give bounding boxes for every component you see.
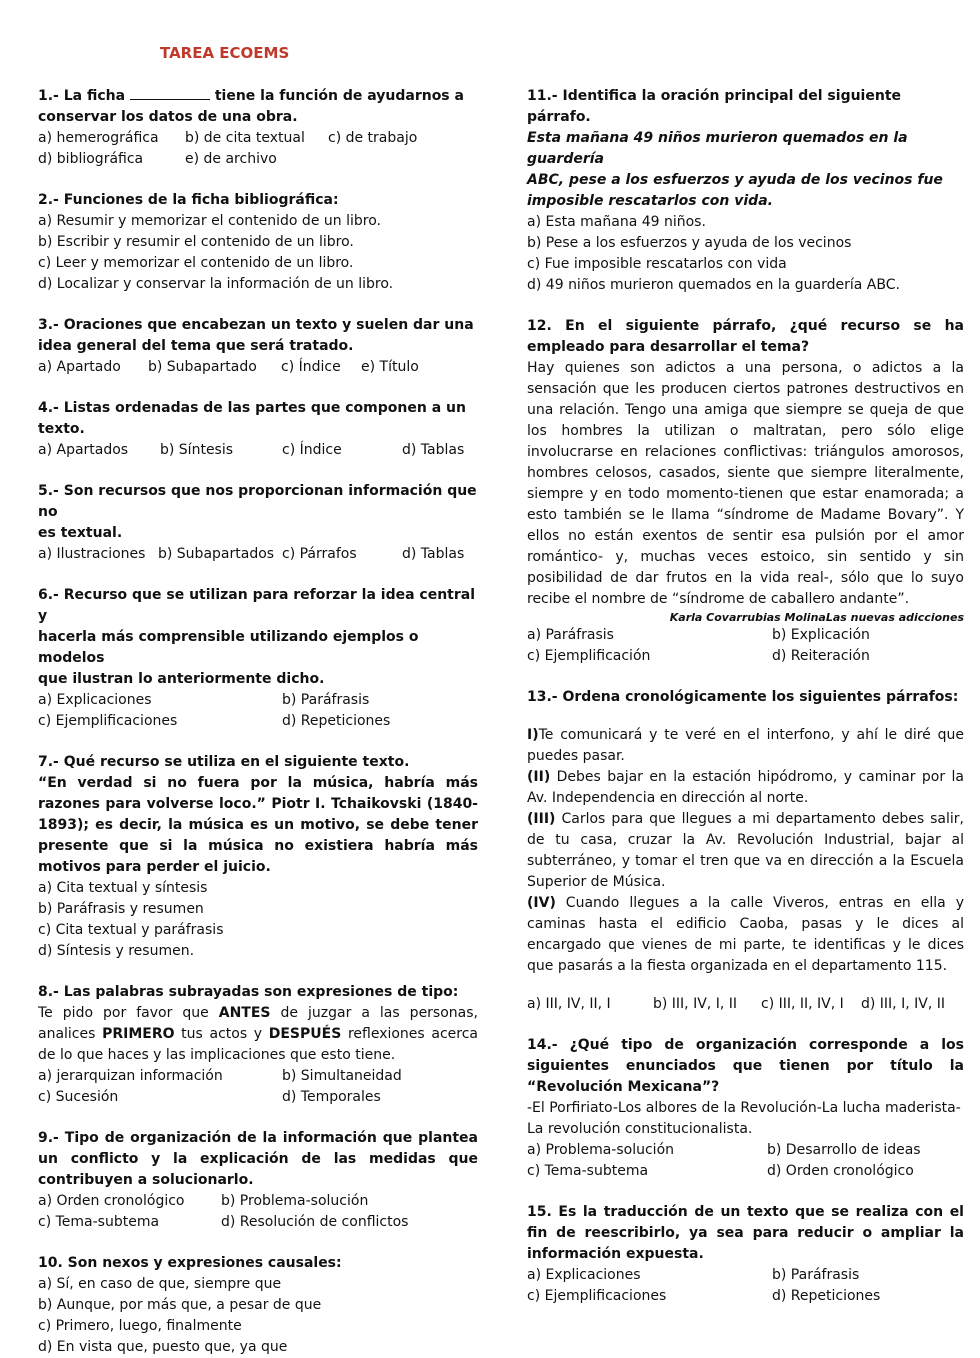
question-4-stem: 4.- Listas ordenadas de las partes que componen a un texto. [38, 400, 466, 437]
question-13-paragraph-2 [527, 767, 964, 809]
question-3 [38, 315, 478, 378]
spacer [527, 708, 964, 725]
question-2-stem: 2.- Funciones de la ficha bibliográfica: [38, 192, 339, 208]
option[interactable]: b) Paráfrasis y resumen [38, 901, 204, 917]
option[interactable]: b) Pese a los esfuerzos y ayuda de los vecinos [527, 235, 852, 251]
option[interactable]: b) de cita textual [185, 130, 305, 146]
question-10 [38, 1253, 478, 1358]
option[interactable]: b) Explicación [772, 627, 870, 643]
spacer [38, 461, 478, 481]
question-15-stem: 15. Es la traducción de un texto que se realiza con el fin de reescribirlo, ya sea para reducir o ampliar la información expuesta. [527, 1204, 964, 1262]
question-1-blank [130, 87, 210, 100]
question-1 [38, 86, 478, 170]
option[interactable]: a) Explicaciones [527, 1267, 641, 1283]
option[interactable]: c) Sucesión [38, 1089, 119, 1105]
question-12-citation: Karla Covarrubias MolinaLas nuevas adicciones [669, 611, 964, 624]
option[interactable]: c) Cita textual y paráfrasis [38, 922, 224, 938]
text-segment: reflexiones acerca de lo que haces y las implicaciones que esto tiene. [38, 1026, 478, 1063]
question-14-options-row1 [527, 1140, 964, 1161]
question-9 [38, 1128, 478, 1233]
spacer [527, 667, 964, 687]
question-9-options-row1 [38, 1191, 478, 1212]
question-13-paragraph-4 [527, 893, 964, 977]
option[interactable]: b) Subapartados [158, 546, 275, 562]
option[interactable]: b) Aunque, por más que, a pesar de que [38, 1297, 322, 1313]
question-3-options [38, 357, 478, 378]
question-8-stem: 8.- Las palabras subrayadas son expresiones de tipo: [38, 984, 459, 1000]
paragraph-text: Cuando llegues a la calle Viveros, entras en ella y caminas hasta el edificio Caoba, pasas y le dices al encargado que vienes de mi parte, te identificas y le dices que pasarás a la fiesta organizada en el departamento 115. [527, 895, 964, 974]
option[interactable]: b) III, IV, I, II [653, 996, 737, 1012]
spacer [38, 962, 478, 982]
question-7-stem: 7.- Qué recurso se utiliza en el siguiente texto. [38, 754, 410, 770]
question-14 [527, 1035, 964, 1182]
question-6-options-row2 [38, 711, 478, 732]
question-11-passage-line2: ABC, pese a los esfuerzos y ayuda de los vecinos fue [527, 172, 943, 188]
option[interactable]: b) Subapartado [148, 359, 257, 375]
question-5-stem-line2: es textual. [38, 525, 123, 541]
option[interactable]: a) jerarquizan información [38, 1068, 223, 1084]
question-9-stem: 9.- Tipo de organización de la información que plantea un conflicto y la explicación de las medidas que contribuyen a solucionarlo. [38, 1130, 478, 1188]
question-13-stem: 13.- Ordena cronológicamente los siguientes párrafos: [527, 689, 959, 705]
question-13-paragraph-3 [527, 809, 964, 893]
question-11-stem: 11.- Identifica la oración principal del siguiente párrafo. [527, 88, 902, 125]
option[interactable]: d) Orden cronológico [767, 1163, 914, 1179]
option[interactable]: b) Escribir y resumir el contenido de un libro. [38, 234, 354, 250]
paragraph-label: (IV) [527, 895, 556, 911]
paragraph-text: Debes bajar en la estación hipódromo, y caminar por la Av. Independencia en dirección al norte. [527, 769, 964, 806]
question-11 [527, 86, 964, 296]
option[interactable]: a) hemerográfica [38, 130, 159, 146]
paragraph-label: (II) [527, 769, 551, 785]
option[interactable]: c) Tema-subtema [527, 1163, 649, 1179]
option[interactable]: a) Problema-solución [527, 1142, 675, 1158]
question-1-stem [38, 86, 478, 107]
option[interactable]: c) Fue imposible rescatarlos con vida [527, 256, 787, 272]
option[interactable]: d) En vista que, puesto que, ya que [38, 1339, 288, 1355]
text-segment: de juzgar a las personas, analices [38, 1005, 478, 1042]
text-segment: Te pido por favor que [38, 1005, 219, 1021]
question-3-stem-line2: idea general del tema que será tratado. [38, 338, 354, 354]
option[interactable]: e) de archivo [185, 151, 277, 167]
question-3-stem: 3.- Oraciones que encabezan un texto y suelen dar una [38, 317, 474, 333]
question-9-options-row2 [38, 1212, 478, 1233]
question-10-stem: 10. Son nexos y expresiones causales: [38, 1255, 342, 1271]
option[interactable]: e) Título [361, 359, 419, 375]
option[interactable]: b) Paráfrasis [772, 1267, 860, 1283]
question-13-options [527, 994, 964, 1015]
highlighted-word: PRIMERO [102, 1026, 175, 1042]
option[interactable]: d) Síntesis y resumen. [38, 943, 195, 959]
option[interactable]: b) Simultaneidad [282, 1068, 402, 1084]
question-14-text-line2: La revolución constitucionalista. [527, 1121, 753, 1137]
question-11-passage-line3: imposible rescatarlos con vida. [527, 193, 773, 209]
question-1-options-row1 [38, 128, 478, 149]
question-1-options-row2 [38, 149, 478, 170]
question-1-stem-pre: 1.- La ficha [38, 88, 126, 104]
option[interactable]: d) Temporales [282, 1089, 381, 1105]
option[interactable]: c) Tema-subtema [38, 1214, 160, 1230]
spacer [38, 170, 478, 190]
option[interactable]: a) Paráfrasis [527, 627, 614, 643]
option[interactable]: d) bibliográfica [38, 151, 144, 167]
option[interactable]: a) Esta mañana 49 niños. [527, 214, 706, 230]
question-7-quote: “En verdad si no fuera por la música, habría más razones para volverse loco.” Piotr I. Tchaikovski (1840-1893); es decir, la música es un motivo, se debe tener presente que si la música no existiera habría más motivos para perder el juicio. [38, 775, 478, 875]
question-6-options-row1 [38, 690, 478, 711]
option[interactable]: c) Leer y memorizar el contenido de un libro. [38, 255, 354, 271]
question-1-stem-post: tiene la función de ayudarnos a [214, 88, 464, 104]
option[interactable]: a) Ilustraciones [38, 546, 146, 562]
question-6 [38, 585, 478, 732]
option[interactable]: d) Repeticiones [772, 1288, 881, 1304]
option[interactable]: c) III, II, IV, I [761, 996, 844, 1012]
paragraph-text: Carlos para que llegues a mi departamento debes salir, de tu casa, cruzar la Av. Revolución Industrial, bajar al subterráneo, y tomar el tren que va en dirección a la Escuela Superior de Música. [527, 811, 964, 890]
question-8-text [38, 1003, 478, 1066]
spacer [527, 296, 964, 316]
option[interactable]: c) Índice [281, 359, 341, 375]
question-14-stem: 14.- ¿Qué tipo de organización corresponde a los siguientes enunciados que tienen por título la “Revolución Mexicana”? [527, 1037, 964, 1095]
question-6-stem-line2: hacerla más comprensible utilizando ejemplos o modelos [38, 629, 419, 666]
spacer [527, 1182, 964, 1202]
option[interactable]: b) Problema-solución [221, 1193, 369, 1209]
option[interactable]: c) Primero, luego, finalmente [38, 1318, 242, 1334]
question-4-options [38, 440, 478, 461]
question-6-stem-line3: que ilustran lo anteriormente dicho. [38, 671, 325, 687]
option[interactable]: c) Índice [282, 442, 342, 458]
spacer [38, 295, 478, 315]
spacer [38, 1233, 478, 1253]
option[interactable]: c) Párrafos [282, 546, 357, 562]
option[interactable]: a) Apartado [38, 359, 121, 375]
question-12-stem: 12. En el siguiente párrafo, ¿qué recurso se ha empleado para desarrollar el tema? [527, 318, 964, 355]
question-14-options-row2 [527, 1161, 964, 1182]
spacer [38, 378, 478, 398]
question-5 [38, 481, 478, 565]
paragraph-label: (III) [527, 811, 556, 827]
left-column [38, 86, 478, 1358]
question-12 [527, 316, 964, 667]
spacer [38, 565, 478, 585]
question-2 [38, 190, 478, 295]
option[interactable]: a) III, IV, II, I [527, 996, 611, 1012]
question-15-options-row2 [527, 1286, 964, 1307]
option[interactable]: d) Repeticiones [282, 713, 391, 729]
option[interactable]: d) 49 niños murieron quemados en la guardería ABC. [527, 277, 900, 293]
question-6-stem: 6.- Recurso que se utilizan para reforzar la idea central y [38, 587, 476, 624]
question-12-options-row1 [527, 625, 964, 646]
option[interactable]: b) Paráfrasis [282, 692, 370, 708]
question-15 [527, 1202, 964, 1307]
option[interactable]: d) Resolución de conflictos [221, 1214, 409, 1230]
question-8 [38, 982, 478, 1108]
option[interactable]: c) Ejemplificaciones [527, 1288, 667, 1304]
spacer [38, 1108, 478, 1128]
question-12-options-row2 [527, 646, 964, 667]
option[interactable]: b) Síntesis [160, 442, 234, 458]
highlighted-word: DESPUÉS [268, 1026, 342, 1042]
highlighted-word: ANTES [218, 1005, 271, 1021]
option[interactable]: a) Sí, en caso de que, siempre que [38, 1276, 282, 1292]
question-14-text: -El Porfiriato-Los albores de la Revolución-La lucha maderista- [527, 1100, 961, 1116]
option[interactable]: a) Cita textual y síntesis [38, 880, 208, 896]
option[interactable]: a) Explicaciones [38, 692, 152, 708]
option[interactable]: c) Ejemplificación [527, 648, 651, 664]
question-5-options [38, 544, 478, 565]
spacer [38, 732, 478, 752]
question-4 [38, 398, 478, 461]
option[interactable]: d) Localizar y conservar la información de un libro. [38, 276, 394, 292]
option[interactable]: c) Ejemplificaciones [38, 713, 178, 729]
question-13-paragraph-1 [527, 725, 964, 767]
question-11-passage: Esta mañana 49 niños murieron quemados en la guardería [527, 130, 908, 167]
option[interactable]: b) Desarrollo de ideas [767, 1142, 921, 1158]
paragraph-text: Te comunicará y te veré en el interfono, y ahí le diré que puedes pasar. [527, 727, 964, 764]
option[interactable]: d) Reiteración [772, 648, 870, 664]
question-15-options-row1 [527, 1265, 964, 1286]
spacer [527, 977, 964, 994]
option[interactable]: d) Tablas [402, 546, 465, 562]
option[interactable]: d) III, I, IV, II [861, 996, 945, 1012]
question-1-stem-line2: conservar los datos de una obra. [38, 109, 298, 125]
option[interactable]: a) Apartados [38, 442, 129, 458]
question-8-options-row2 [38, 1087, 478, 1108]
question-13 [527, 687, 964, 1015]
option[interactable]: c) de trabajo [328, 130, 418, 146]
paragraph-label: I) [527, 727, 539, 743]
page-title: TAREA ECOEMS [160, 44, 290, 62]
question-7 [38, 752, 478, 962]
spacer [527, 1015, 964, 1035]
question-8-options-row1 [38, 1066, 478, 1087]
option[interactable]: a) Orden cronológico [38, 1193, 185, 1209]
question-5-stem: 5.- Son recursos que nos proporcionan información que no [38, 483, 477, 520]
option[interactable]: a) Resumir y memorizar el contenido de un libro. [38, 213, 381, 229]
question-12-passage: Hay quienes son adictos a una persona, o adictos a la sensación que les producen ciertos patrones destructivos en una relación. Tengo una amiga que siempre se queja de que los hombres la utilizan o maltratan, pero sólo elige involucrarse en relaciones conflictivas: triángulos amorosos, hombres celosos, casados, siente que siempre literalmente, siempre y en todo momento-tienen que estar enamorada; a esto también se le llama “síndrome de Madame Bovary”. Y ellos no están exentos de sentir esa pulsión por el amor romántico- y, muchas veces estoico, sin sentido y sin posibilidad de dar frutos en la vida real-, sólo que lo suyo recibe el nombre de “síndrome de caballero andante”. [527, 360, 964, 607]
option[interactable]: d) Tablas [402, 442, 465, 458]
right-column [527, 86, 964, 1307]
text-segment: tus actos y [174, 1026, 269, 1042]
